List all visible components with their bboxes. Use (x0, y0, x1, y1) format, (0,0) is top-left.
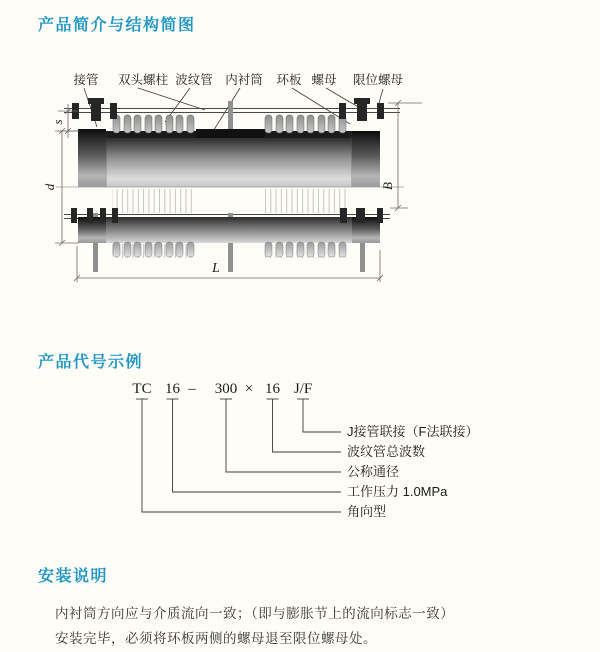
code-callouts (347, 424, 478, 519)
callout-pressure: 工作压力 1.0MPa (347, 484, 448, 499)
dim-s-label: s (50, 119, 65, 125)
section-title-install: 安装说明 (38, 568, 109, 585)
code-token-waves: 16 (265, 381, 280, 397)
dim-l-label: L (212, 261, 220, 276)
code-token-connect: J/F (293, 381, 313, 397)
part-labels (73, 72, 403, 87)
code-token-times: × (244, 381, 254, 397)
label-limit-nut: 限位螺母 (352, 73, 404, 87)
code-token-dash: – (188, 381, 196, 397)
callout-connection: J接管联接（F法联接） (347, 424, 479, 439)
code-example-diagram (0, 375, 600, 535)
code-token-diameter: 300 (214, 381, 238, 397)
code-tokens (132, 381, 312, 397)
dim-b-label: B (380, 182, 395, 190)
label-ring-plate: 环板 (276, 73, 302, 87)
shell-upper (106, 129, 352, 187)
label-stud: 双头螺柱 (117, 73, 169, 87)
section-title-code: 产品代号示例 (38, 354, 144, 371)
label-liner: 内衬筒 (225, 73, 263, 87)
install-note-1: 内衬筒方向应与介质流向一致；（即与膨胀节上的流向标志一致） (55, 606, 455, 621)
code-leader-lines (136, 399, 341, 512)
label-pipe-end: 接管 (73, 73, 99, 87)
code-token-pressure: 16 (165, 381, 180, 397)
inner-liner (196, 129, 265, 138)
callout-type: 角向型 (347, 504, 387, 519)
callout-diameter: 公称通径 (347, 464, 400, 479)
shell-lower (78, 217, 380, 243)
callout-wave-count: 波纹管总波数 (347, 444, 426, 459)
label-nut: 螺母 (311, 73, 337, 87)
install-note-2: 安装完毕，必须将环板两侧的螺母退至限位螺母处。 (55, 631, 377, 646)
section-title-intro: 产品简介与结构简图 (38, 17, 196, 34)
structure-diagram (0, 58, 600, 310)
dimension-b (380, 100, 422, 211)
dim-d-label: d (42, 183, 57, 191)
label-bellows: 波纹管 (175, 73, 213, 87)
code-token-type: TC (132, 381, 152, 397)
